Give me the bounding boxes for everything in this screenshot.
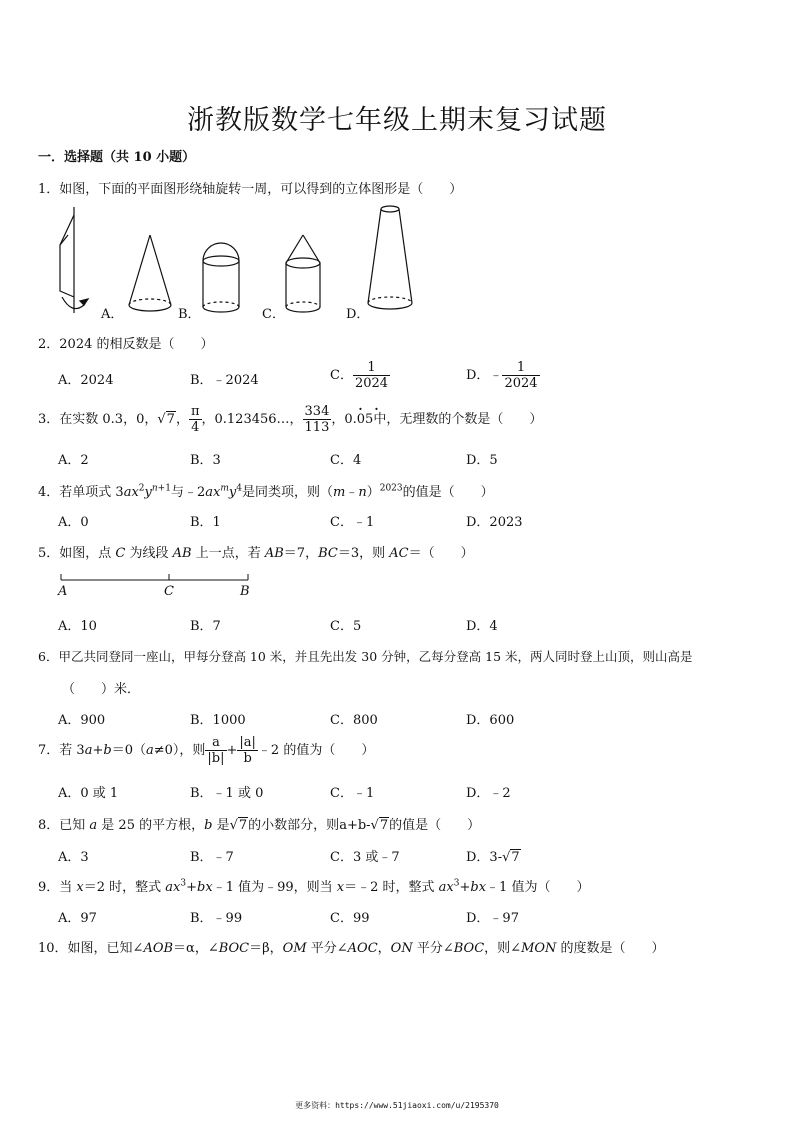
- q7-option-a: A．0 或 1: [58, 786, 119, 801]
- q8-d-prefix: D．3-: [466, 850, 503, 865]
- q4-option-b: B．1: [190, 515, 221, 530]
- q10-om: OM: [282, 941, 307, 956]
- q4-option-d: D．2023: [466, 515, 523, 530]
- q7-f1-den: |b|: [207, 751, 225, 766]
- q7-p1: 7．若 3: [38, 743, 85, 758]
- q10-p6: 平分∠: [412, 941, 454, 956]
- q9-option-b: B．﹣99: [190, 911, 243, 926]
- q5-t3: 上一点，若: [191, 546, 265, 561]
- q7-p4: ﹣2 的值为（ ）: [257, 743, 375, 758]
- q5-point-b-label: B: [240, 584, 250, 599]
- q6-option-c: C．800: [330, 713, 378, 728]
- q8-option-d: [466, 846, 521, 865]
- q7-fraction-2: [237, 735, 258, 766]
- q10-mon: MON: [521, 941, 557, 956]
- q4-option-c: C．﹣1: [330, 515, 375, 530]
- q3-sep2: ，: [331, 412, 345, 427]
- q2-c-den: 2024: [354, 376, 389, 391]
- q8-option-a: A．3: [58, 850, 89, 865]
- q8-b: b: [204, 818, 213, 833]
- q4-p4: ）: [366, 485, 380, 500]
- q5-eq3: AC: [389, 546, 409, 561]
- question-8: [38, 814, 480, 833]
- q1-label-c: C．: [262, 307, 285, 322]
- section-heading: 一．选择题（共 10 小题）: [38, 150, 196, 165]
- q8-sqrt7: √7: [229, 818, 248, 833]
- repeat-dot-icon: ·: [358, 402, 363, 416]
- q8-p3: 是: [212, 818, 230, 833]
- q10-p7: ，则∠: [484, 941, 522, 956]
- question-5: [38, 542, 474, 561]
- q2-option-d: [466, 360, 540, 391]
- q10-p8: 的度数是（ ）: [556, 941, 665, 956]
- q9-p3: ﹣1 值为﹣99，则当: [212, 880, 337, 895]
- q8-p4: 的小数部分，则: [248, 818, 340, 833]
- footer-link[interactable]: 更多资料：https://www.51jiaoxi.com/u/2195370: [295, 1101, 499, 1110]
- q2-option-a: A．2024: [58, 373, 114, 388]
- q2-d-fraction: [502, 360, 539, 391]
- q3-tail: 中，无理数的个数是（ ）: [373, 412, 543, 427]
- question-1: 1．如图，下面的平面图形绕轴旋转一周，可以得到的立体图形是（ ）: [38, 182, 463, 197]
- q1-label-d: D．: [346, 307, 370, 322]
- q2-c-prefix: C．: [330, 368, 353, 383]
- q5-point-a-label: A: [58, 584, 68, 599]
- q8-expr: a+b-: [339, 818, 371, 833]
- question-7: 7．若 3a+b＝0（a≠0），则 $\frac{a}{|b|}$ + $\frac{|a|}{b}$ ﹣2 的值为（ ）: [38, 735, 375, 766]
- q2-c-num: 1: [353, 360, 390, 376]
- q10-p3: ＝β，: [249, 941, 283, 956]
- q7-f2-num: |a|: [239, 735, 256, 750]
- question-6-line1: 6．甲乙共同登同一座山，甲每分登高 10 米，并且先出发 30 分钟，乙每分登高 15 米，两人同时登上山顶，则山高是: [38, 649, 693, 664]
- q3-sqrt7: √7: [157, 412, 175, 427]
- q2-option-c: [330, 360, 390, 391]
- q8-sqrt7-b: √7: [370, 818, 389, 833]
- q5-c: C: [115, 546, 126, 561]
- q5-t5: ＝3，则: [337, 546, 390, 561]
- q3-mid: ，0.123456…，: [201, 412, 303, 427]
- q6-option-a: A．900: [58, 713, 106, 728]
- q8-option-c: C．3 或﹣7: [330, 850, 400, 865]
- q9-option-a: A．97: [58, 911, 97, 926]
- q10-p1: 10．如图，已知∠: [38, 941, 144, 956]
- q5-point-c-label: C: [164, 584, 174, 599]
- q2-d-sign: ﹣: [489, 368, 503, 383]
- q8-a: a: [89, 818, 98, 833]
- q3-sqrt7-radicand: 7: [166, 412, 175, 427]
- question-3: [38, 404, 542, 435]
- q3-pi-num: π: [190, 404, 200, 419]
- q8-rad: 7: [238, 818, 248, 833]
- q7-p2: ＝0（: [111, 743, 146, 758]
- q7-option-c: C．﹣1: [330, 786, 375, 801]
- q9-option-d: D．﹣97: [466, 911, 519, 926]
- option-c-cylinder-cone: [286, 235, 320, 312]
- page-title: 浙教版数学七年级上期末复习试题: [187, 105, 607, 136]
- q5-option-d: D．4: [466, 619, 498, 634]
- q5-t4: ＝7，: [283, 546, 319, 561]
- q9-p4: ＝﹣2 时，整式: [344, 880, 439, 895]
- q3-repeating-decimal: [344, 402, 379, 427]
- q8-d-rad: 7: [511, 850, 520, 865]
- q8-d-sqrt: √7: [502, 850, 520, 865]
- q2-c-fraction: [353, 360, 390, 391]
- q10-aob: AOB: [143, 941, 174, 956]
- question-10: [38, 937, 665, 956]
- q5-ab: AB: [172, 546, 192, 561]
- q3-f-den: 113: [304, 420, 330, 435]
- q2-d-num: 1: [502, 360, 539, 376]
- q7-f2-den: b: [243, 751, 252, 766]
- option-a-cone: [129, 235, 171, 311]
- q4-p3: 是同类项，则（: [241, 485, 333, 500]
- q10-on: ON: [390, 941, 413, 956]
- q2-option-b: B．﹣2024: [190, 373, 259, 388]
- q7-p3: ≠0），则: [153, 743, 206, 758]
- q5-t2: 为线段: [125, 546, 173, 561]
- q3-option-b: B．3: [190, 453, 221, 468]
- q5-option-a: A．10: [58, 619, 97, 634]
- q8-p5: 的值是（ ）: [389, 818, 481, 833]
- q7-fraction-1: [205, 735, 226, 766]
- q3-prefix: 3．在实数 0.3，0，: [38, 412, 158, 427]
- q5-eq1: AB: [264, 546, 284, 561]
- q10-aoc: AOC: [347, 941, 378, 956]
- q3-pi-den: 4: [191, 420, 200, 435]
- q8-option-b: B．﹣7: [190, 850, 234, 865]
- q2-d-den: 2024: [504, 376, 538, 391]
- q3-334-fraction: [303, 404, 332, 435]
- repeat-dot-icon: ·: [374, 402, 379, 416]
- q1-label-b: B．: [178, 307, 201, 322]
- q8-p1: 8．已知: [38, 818, 90, 833]
- q10-p4: 平分∠: [306, 941, 348, 956]
- option-b-cylinder-dome: [203, 243, 239, 312]
- q10-boc: BOC: [218, 941, 250, 956]
- q6-option-b: B．1000: [190, 713, 246, 728]
- q3-option-a: A．2: [58, 453, 89, 468]
- q5-option-b: B．7: [190, 619, 221, 634]
- q5-option-c: C．5: [330, 619, 362, 634]
- q5-t6: ＝（ ）: [408, 546, 474, 561]
- q10-p5: ，: [377, 941, 391, 956]
- question-6-line2: （ ）米．: [62, 682, 141, 697]
- q9-p2: ＝2 时，整式: [83, 880, 166, 895]
- q3-pi-fraction: [189, 404, 202, 435]
- q3-f-num: 334: [304, 404, 330, 419]
- q3-option-c: C．4: [330, 453, 362, 468]
- q9-p1: 9．当: [38, 880, 77, 895]
- q4-p2: 与﹣2: [170, 485, 206, 500]
- question-9: 9．当 x＝2 时，整式 $ax^3+bx﹣1$ 值为﹣99，则当 x＝﹣2 时，整式 $ax^3+bx﹣1$ 值为（ ）: [38, 878, 590, 895]
- q7-option-b: B．﹣1 或 0: [190, 786, 264, 801]
- question-4: 4．若单项式 $3ax^2y^{n+1}$与$﹣2ax^my^4$是同类项，则（m﹣n）$^{2023}$的值是（ ）: [38, 483, 494, 500]
- option-d-frustum: [368, 206, 412, 309]
- q7-plus: +: [226, 743, 238, 758]
- rotation-shape: [60, 207, 88, 313]
- q10-boc2: BOC: [453, 941, 485, 956]
- q8-p2: 是 25 的平方根，: [97, 818, 205, 833]
- q1-label-a: A．: [101, 307, 124, 322]
- q5-t1: 5．如图，点: [38, 546, 116, 561]
- q4-p1: 4．若单项式 3: [38, 485, 124, 500]
- q10-p2: ＝α，∠: [173, 941, 219, 956]
- q3-option-d: D．5: [466, 453, 498, 468]
- q6-option-d: D．600: [466, 713, 515, 728]
- q9-option-c: C．99: [330, 911, 370, 926]
- q7-f1-num: a: [205, 735, 226, 751]
- q4-option-a: A．0: [58, 515, 89, 530]
- q5-eq2: BC: [318, 546, 338, 561]
- q7-option-d: D．﹣2: [466, 786, 511, 801]
- q3-sep1: ，: [175, 412, 189, 427]
- q4-p5: 的值是（ ）: [402, 485, 494, 500]
- q9-p5: ﹣1 值为（ ）: [486, 880, 590, 895]
- q8-rad2: 7: [379, 818, 389, 833]
- question-2: 2．2024 的相反数是（ ）: [38, 337, 214, 352]
- q5-segment-figure: [58, 570, 258, 600]
- q2-d-prefix: D．: [466, 368, 490, 383]
- q3-rep-text: 0.05: [344, 412, 374, 427]
